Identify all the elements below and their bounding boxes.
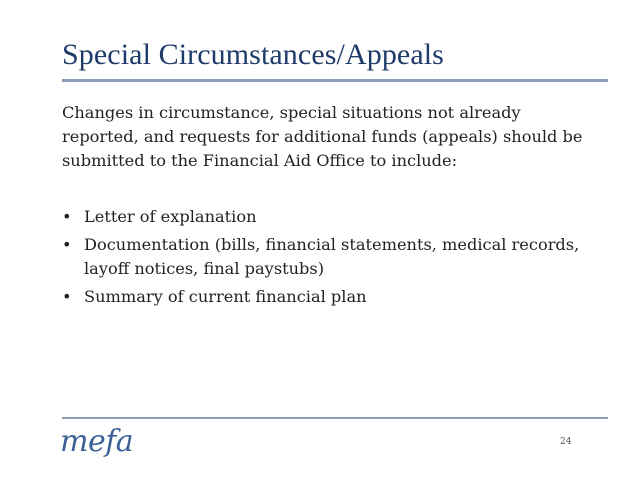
- bullet-marker: •: [62, 287, 72, 306]
- bullet-text: Documentation (bills, financial statements, medical records, layoff notices, final paystubs): [84, 235, 580, 278]
- title-divider: [62, 79, 608, 82]
- bullet-list: [62, 205, 582, 313]
- bullet-item: [62, 285, 582, 309]
- bullet-item: [62, 205, 582, 229]
- intro-paragraph: Changes in circumstance, special situations not already reported, and requests for additional funds (appeals) should be submitted to the Financial Aid Office to include:: [62, 103, 583, 170]
- bullet-item: [62, 233, 582, 281]
- footer-divider: [62, 417, 608, 419]
- bullet-marker: •: [62, 235, 72, 254]
- page-number: 24: [560, 437, 572, 447]
- bullet-text: Letter of explanation: [84, 207, 257, 226]
- bullet-text: Summary of current financial plan: [84, 287, 367, 306]
- mefa-logo: mefa: [60, 424, 134, 459]
- slide-title: Special Circumstances/Appeals: [62, 38, 444, 71]
- bullet-marker: •: [62, 207, 72, 226]
